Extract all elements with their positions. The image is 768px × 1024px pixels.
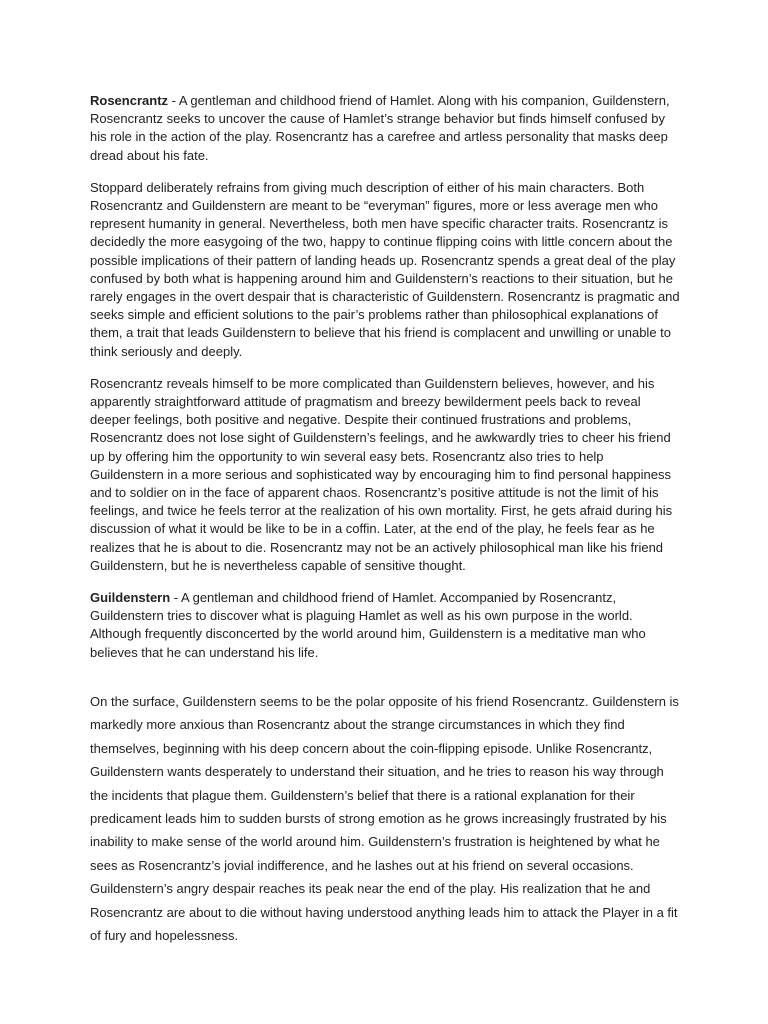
body-paragraph: On the surface, Guildenstern seems to be the polar opposite of his friend Rosencrantz. Guildenstern is markedly more anxious than Rosencrantz about the strange circumstances in which they find themselves, beginning with his deep concern about the coin-flipping episode. Unlike Rosencrantz, Guildenstern wants desperately to understand their situation, and he tries to reason his way through the incidents that plague them. Guildenstern’s belief that there is a rational explanation for their predicament leads him to sudden bursts of strong emotion as he grows increasingly frustrated by his inability to make sense of the world around him. Guildenstern’s frustration is heightened by what he sees as Rosencrantz’s jovial indifference, and he lashes out at his friend on several occasions. Guildenstern’s angry despair reaches its peak near the end of the play. His realization that he and Rosencrantz are about to die without having understood anything leads him to attack the Player in a fit of fury and hopelessness. xyxy=(90,693,679,943)
guildenstern-heading: Guildenstern xyxy=(90,590,171,606)
rosencrantz-heading: Rosencrantz xyxy=(90,93,169,108)
rosencrantz-intro-text: - A gentleman and childhood friend of Hamlet. Along with his companion, Guildenstern, Rosencrantz seeks to uncover the cause of Hamlet’s strange behavior but finds himself confused by his role in the action of the play. Rosencrantz has a carefree and artless personality that masks deep dread about his fate. xyxy=(90,93,670,163)
body-paragraph: Stoppard deliberately refrains from giving much description of either of his main characters. Both Rosencrantz and Guildenstern are meant to be “everyman” figures, more or less average men who represent humanity in general. Nevertheless, both men have specific character traits. Rosencrantz is decidedly the more easygoing of the two, happy to continue flipping coins with little concern about the possible implications of their pattern of landing heads up. Rosencrantz spends a great deal of the play confused by both what is happening around him and Guildenstern’s reactions to their situation, but he rarely engages in the overt despair that is characteristic of Guildenstern. Rosencrantz is pragmatic and seeks simple and efficient solutions to the pair’s problems rather than philosophical explanations of them, a trait that leads Guildenstern to believe that his friend is complacent and unwilling or unable to think seriously and deeply. xyxy=(90,179,680,359)
guildenstern-intro-text: - A gentleman and childhood friend of Hamlet. Accompanied by Rosencrantz, Guildenstern tries to discover what is plaguing Hamlet as well as his own purpose in the world. Although frequently disconcerted by the world around him, Guildenstern is a meditative man who believes that he can understand his life. xyxy=(90,590,646,660)
rosencrantz-intro-paragraph xyxy=(90,92,680,165)
body-paragraph: Rosencrantz reveals himself to be more complicated than Guildenstern believes, however, and his apparently straightforward attitude of pragmatism and breezy bewilderment peels back to reveal deeper feelings, both positive and negative. Despite their continued frustrations and problems, Rosencrantz does not lose sight of Guildenstern’s feelings, and he awkwardly tries to cheer his friend up by offering him the opportunity to win several easy bets. Rosencrantz also tries to help Guildenstern in a more serious and sophisticated way by encouraging him to find personal happiness and to soldier on in the face of apparent chaos. Rosencrantz’s positive attitude is not the limit of his feelings, and twice he feels terror at the realization of his own mortality. First, he gets afraid during his discussion of what it would be like to be in a coffin. Later, at the end of the play, he feels fear as he realizes that he is about to die. Rosencrantz may not be an actively philosophical man like his friend Guildenstern, but he is nevertheless capable of sensitive thought. xyxy=(90,375,673,573)
document-page xyxy=(90,92,680,947)
guildenstern-intro-paragraph xyxy=(90,589,680,662)
